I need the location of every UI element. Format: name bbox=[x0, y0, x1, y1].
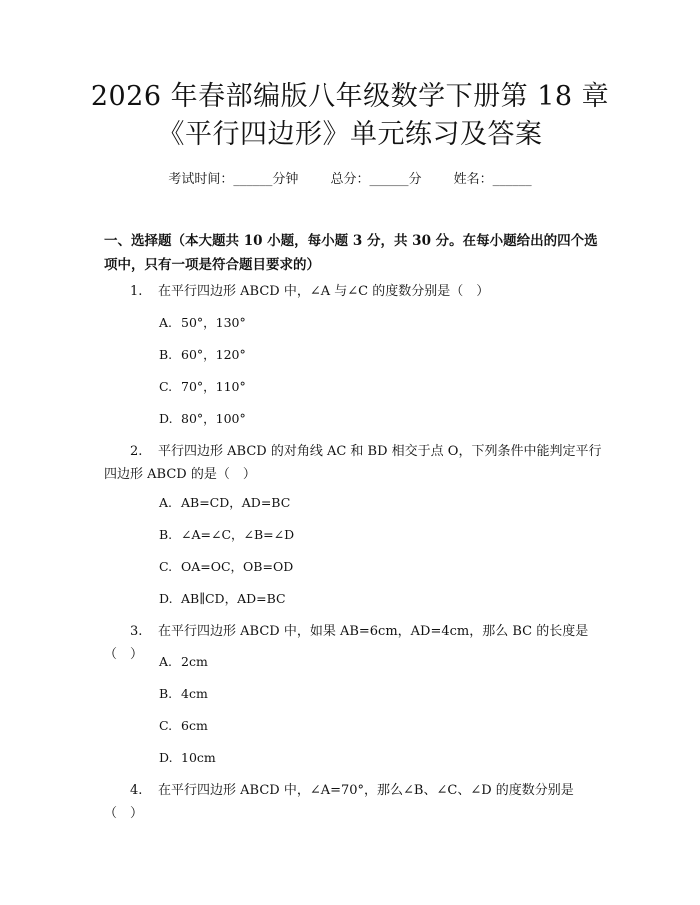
option-2b bbox=[159, 526, 294, 544]
option-3d bbox=[159, 749, 216, 767]
student-name: 姓名：______ bbox=[453, 172, 532, 187]
option-label: D. bbox=[159, 750, 173, 765]
option-label: A. bbox=[159, 654, 173, 669]
option-1a bbox=[159, 314, 246, 332]
option-1c bbox=[159, 378, 246, 396]
question-number: 3. bbox=[130, 624, 143, 639]
question-text: 平行四边形 ABCD 的对角线 AC 和 BD 相交于点 O，下列条件中能判定平行四边形 ABCD 的是（ ） bbox=[104, 444, 602, 482]
title-line-2: 《平行四边形》单元练习及答案 bbox=[157, 119, 543, 150]
option-label: C. bbox=[159, 718, 173, 733]
question-text: 在平行四边形 ABCD 中，∠A=70°，那么∠B、∠C、∠D 的度数分别是（ ） bbox=[104, 783, 574, 821]
option-text: 4cm bbox=[181, 686, 208, 701]
question-number: 1. bbox=[130, 284, 143, 299]
option-text: 10cm bbox=[181, 750, 216, 765]
exam-time: 考试时间：______分钟 bbox=[168, 172, 299, 187]
option-3a bbox=[159, 653, 208, 671]
question-text: 在平行四边形 ABCD 中，∠A 与∠C 的度数分别是（ ） bbox=[158, 284, 490, 299]
question-2 bbox=[104, 440, 604, 486]
question-number: 4. bbox=[130, 783, 143, 798]
option-2a bbox=[159, 494, 290, 512]
option-text: 70°，110° bbox=[181, 379, 246, 394]
option-2c bbox=[159, 558, 293, 576]
option-text: 50°，130° bbox=[181, 315, 246, 330]
option-1d bbox=[159, 410, 246, 428]
option-text: 60°，120° bbox=[181, 347, 246, 362]
option-text: AB=CD，AD=BC bbox=[181, 495, 291, 510]
option-label: B. bbox=[159, 686, 173, 701]
option-label: C. bbox=[159, 379, 173, 394]
option-text: OA=OC，OB=OD bbox=[181, 559, 294, 574]
question-4 bbox=[104, 779, 604, 825]
option-2d bbox=[159, 590, 286, 608]
question-text: 在平行四边形 ABCD 中，如果 AB=6cm，AD=4cm，那么 BC 的长度是（ ） bbox=[104, 624, 589, 662]
option-label: A. bbox=[159, 315, 173, 330]
option-label: B. bbox=[159, 527, 173, 542]
exam-meta bbox=[0, 168, 700, 187]
option-label: D. bbox=[159, 411, 173, 426]
section-heading: 一、选择题（本大题共 10 小题，每小题 3 分，共 30 分。在每小题给出的四个选项中，只有一项是符合题目要求的） bbox=[104, 233, 598, 273]
option-label: B. bbox=[159, 347, 173, 362]
option-text: AB∥CD，AD=BC bbox=[181, 591, 286, 606]
option-text: 6cm bbox=[181, 718, 208, 733]
total-score: 总分：______分 bbox=[330, 172, 422, 187]
option-label: C. bbox=[159, 559, 173, 574]
option-text: 2cm bbox=[181, 654, 208, 669]
option-text: 80°，100° bbox=[181, 411, 246, 426]
option-label: A. bbox=[159, 495, 173, 510]
option-3b bbox=[159, 685, 208, 703]
question-number: 2. bbox=[130, 444, 143, 459]
option-label: D. bbox=[159, 591, 173, 606]
title-line-1: 2026 年春部编版八年级数学下册第 18 章 bbox=[90, 81, 610, 112]
option-1b bbox=[159, 346, 246, 364]
question-1 bbox=[104, 280, 604, 303]
option-3c bbox=[159, 717, 208, 735]
option-text: ∠A=∠C，∠B=∠D bbox=[181, 527, 295, 542]
